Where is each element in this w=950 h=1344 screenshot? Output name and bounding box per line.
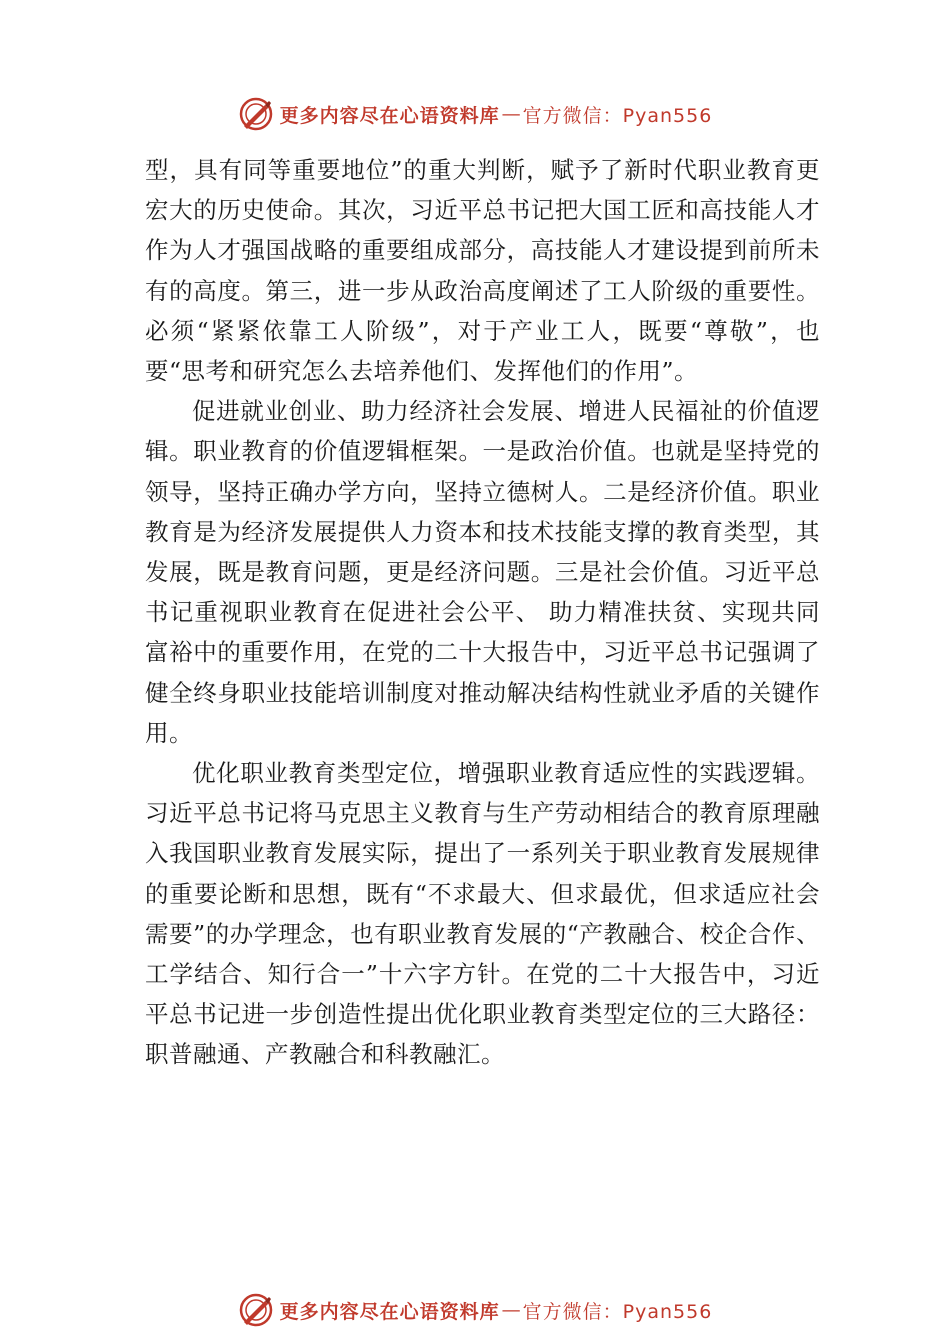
header-banner	[0, 94, 950, 134]
logo-pen-icon	[238, 1292, 274, 1328]
document-body	[145, 150, 820, 1075]
footer-banner-separator: —	[501, 1299, 521, 1321]
footer-banner	[0, 1290, 950, 1330]
banner-title: 更多内容尽在心语资料库	[279, 104, 500, 127]
paragraph-3: 优化职业教育类型定位，增强职业教育适应性的实践逻辑。习近平总书记将马克思主义教育与生产劳动相结合的教育原理融入我国职业教育发展实际，提出了一系列关于职业教育发展规律的重要论断和思想，既有“不求最大、但求最优，但求适应社会需要”的办学理念，也有职业教育发展的“产教融合、校企合作、工学结合、知行合一”十六字方针。在党的二十大报告中，习近平总书记进一步创造性提出优化职业教育类型定位的三大路径：职普融通、产教融合和科教融汇。	[145, 759, 820, 1069]
banner-contact: 官方微信：Pyan556	[522, 104, 713, 127]
logo-pen-icon	[238, 96, 274, 132]
paragraph-1: 型，具有同等重要地位”的重大判断，赋予了新时代职业教育更宏大的历史使命。其次，习近平总书记把大国工匠和高技能人才作为人才强国战略的重要组成部分，高技能人才建设提到前所未有的高度。第三，进一步从政治高度阐述了工人阶级的重要性。必须“紧紧依靠工人阶级”，对于产业工人，既要“尊敬”，也要“思考和研究怎么去培养他们、发挥他们的作用”。	[145, 156, 820, 386]
footer-banner-title: 更多内容尽在心语资料库	[279, 1300, 500, 1323]
paragraph-2: 促进就业创业、助力经济社会发展、增进人民福祉的价值逻辑。职业教育的价值逻辑框架。一是政治价值。也就是坚持党的领导，坚持正确办学方向，坚持立德树人。二是经济价值。职业教育是为经济发展提供人力资本和技术技能支撑的教育类型，其发展，既是教育问题，更是经济问题。三是社会价值。习近平总书记重视职业教育在促进社会公平、 助力精准扶贫、实现共同富裕中的重要作用，在党的二十大报告中，习近平总书记强调了健全终身职业技能培训制度对推动解决结构性就业矛盾的关键作用。	[145, 397, 820, 747]
footer-banner-contact: 官方微信：Pyan556	[522, 1300, 713, 1323]
banner-separator: —	[501, 103, 521, 125]
